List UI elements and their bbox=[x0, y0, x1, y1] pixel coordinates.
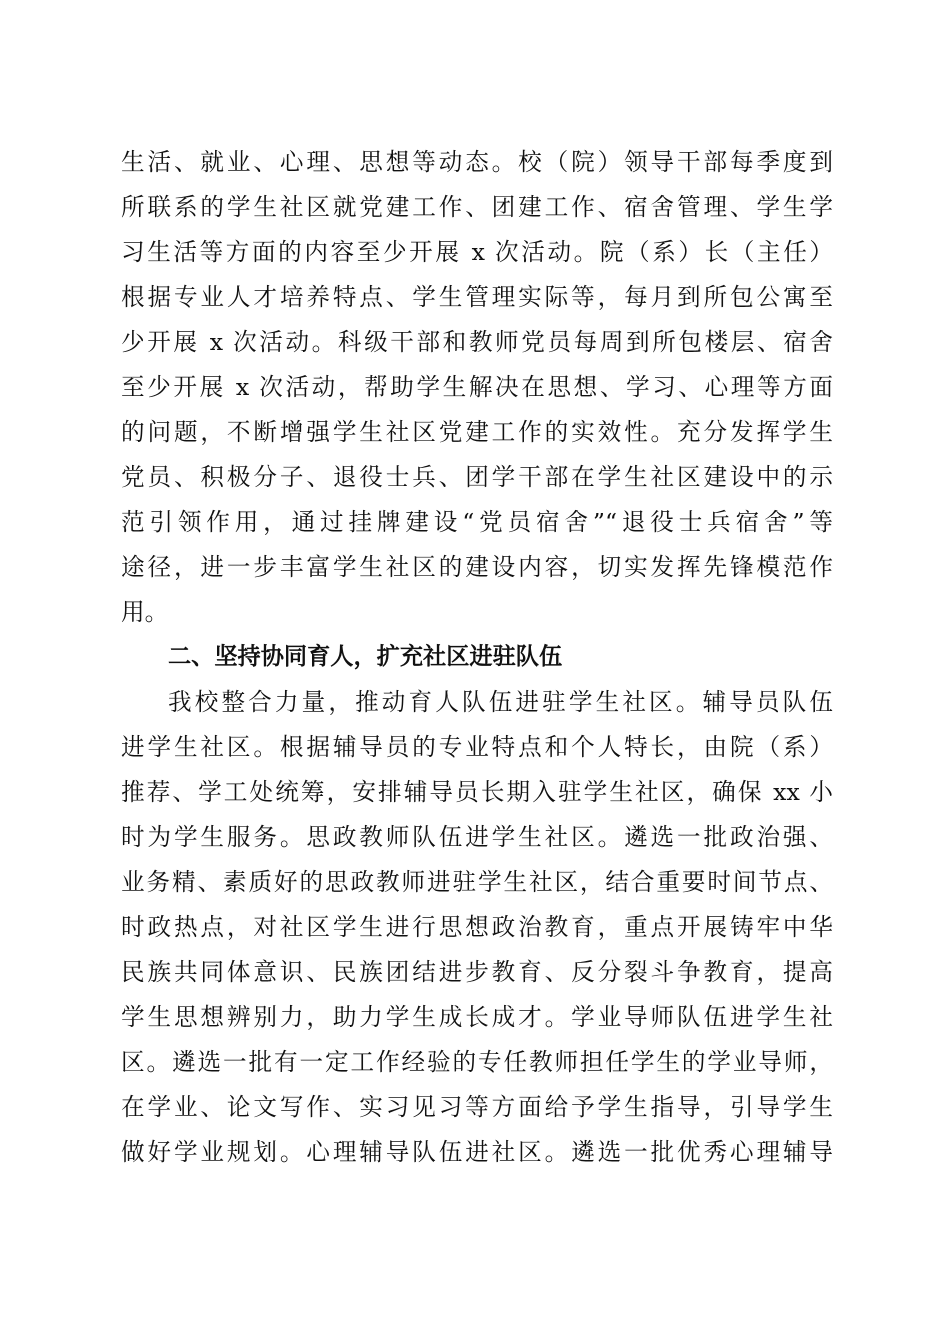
paragraph-2-line: 区。遴选一批有一定工作经验的专任教师担任学生的学业导师， bbox=[121, 1048, 833, 1076]
paragraph-1-line: 的问题，不断增强学生社区党建工作的实效性。充分发挥学生 bbox=[121, 418, 833, 446]
paragraph-2-line: 我校整合力量，推动育人队伍进驻学生社区。辅导员队伍 bbox=[168, 688, 833, 716]
paragraph-2-line: 民族共同体意识、民族团结进步教育、反分裂斗争教育，提高 bbox=[121, 958, 833, 986]
paragraph-2-line: 进学生社区。根据辅导员的专业特点和个人特长，由院（系） bbox=[121, 733, 833, 761]
paragraph-1-line: 习生活等方面的内容至少开展 x 次活动。院（系）长（主任） bbox=[121, 238, 833, 266]
paragraph-1-line: 所联系的学生社区就党建工作、团建工作、宿舍管理、学生学 bbox=[121, 193, 833, 221]
paragraph-1-line: 少开展 x 次活动。科级干部和教师党员每周到所包楼层、宿舍 bbox=[121, 328, 833, 356]
paragraph-2-line: 时为学生服务。思政教师队伍进学生社区。遴选一批政治强、 bbox=[121, 823, 833, 851]
paragraph-2-line: 时政热点，对社区学生进行思想政治教育，重点开展铸牢中华 bbox=[121, 913, 833, 941]
paragraph-2-line: 学生思想辨别力，助力学生成长成才。学业导师队伍进学生社 bbox=[121, 1003, 833, 1031]
paragraph-1-line: 途径，进一步丰富学生社区的建设内容，切实发挥先锋模范作 bbox=[121, 553, 833, 581]
paragraph-1-line: 生活、就业、心理、思想等动态。校（院）领导干部每季度到 bbox=[121, 148, 833, 176]
paragraph-1-line: 用。 bbox=[121, 598, 169, 626]
paragraph-1-line: 根据专业人才培养特点、学生管理实际等，每月到所包公寓至 bbox=[121, 283, 833, 311]
paragraph-2-line: 推荐、学工处统筹，安排辅导员长期入驻学生社区，确保 xx 小 bbox=[121, 778, 833, 806]
paragraph-2-line: 做好学业规划。心理辅导队伍进社区。遴选一批优秀心理辅导 bbox=[121, 1138, 833, 1166]
paragraph-2-line: 在学业、论文写作、实习见习等方面给予学生指导，引导学生 bbox=[121, 1093, 833, 1121]
paragraph-1-line: 范引领作用，通过挂牌建设“党员宿舍”“退役士兵宿舍”等 bbox=[121, 508, 833, 536]
paragraph-2-line: 业务精、素质好的思政教师进驻学生社区，结合重要时间节点、 bbox=[121, 868, 833, 896]
paragraph-1-line: 至少开展 x 次活动，帮助学生解决在思想、学习、心理等方面 bbox=[121, 373, 833, 401]
section-heading: 二、坚持协同育人，扩充社区进驻队伍 bbox=[168, 643, 563, 670]
paragraph-1-line: 党员、积极分子、退役士兵、团学干部在学生社区建设中的示 bbox=[121, 463, 833, 491]
